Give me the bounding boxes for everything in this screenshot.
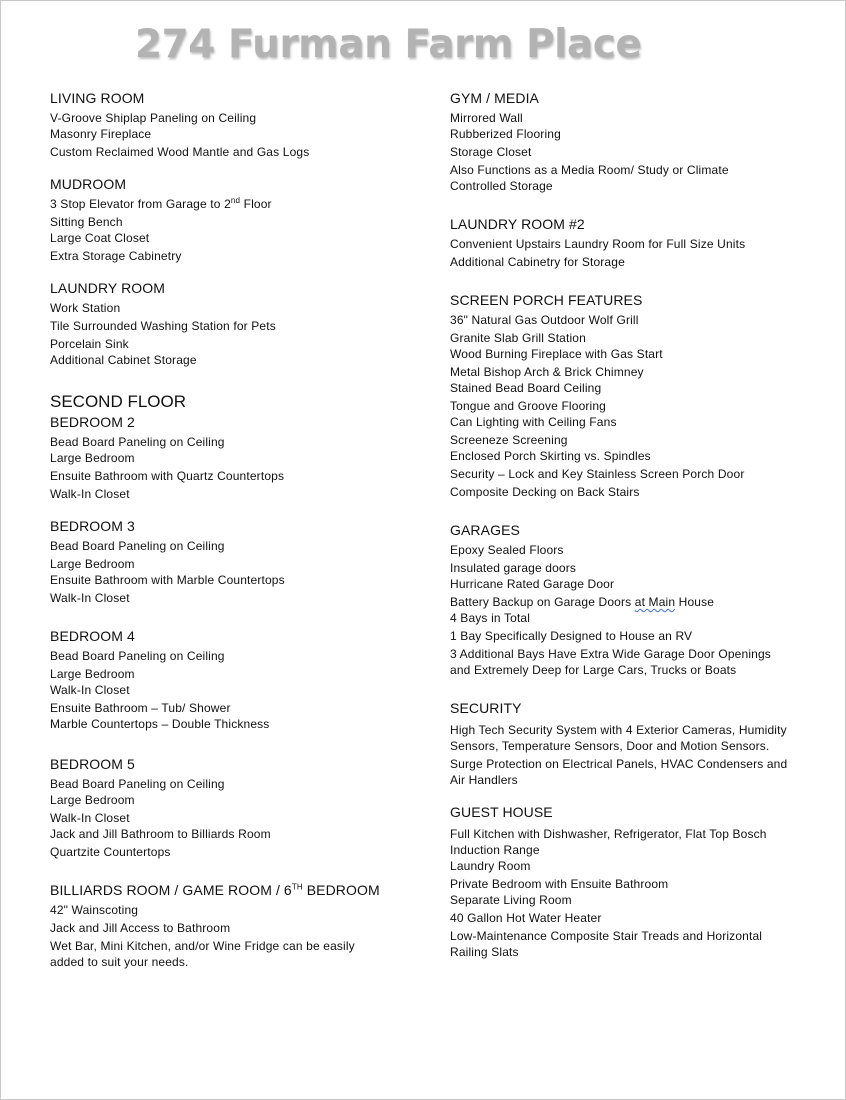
list-item: Large Bedroom — [50, 451, 135, 465]
list-item: Laundry Room — [450, 859, 531, 873]
list-item: Wet Bar, Mini Kitchen, and/or Wine Fridge can be easily — [50, 939, 355, 953]
list-item: Stained Bead Board Ceiling — [450, 381, 602, 395]
list-item: Private Bedroom with Ensuite Bathroom — [450, 877, 669, 891]
list-item: Masonry Fireplace — [50, 127, 152, 141]
list-item: 1 Bay Specifically Designed to House an RV — [450, 629, 693, 643]
list-item: 3 Additional Bays Have Extra Wide Garage Door Openings — [450, 647, 771, 661]
list-item: Jack and Jill Access to Bathroom — [50, 921, 231, 935]
section-heading-billiards-room: BILLIARDS ROOM / GAME ROOM / 6TH BEDROOM — [50, 882, 380, 898]
list-item: Ensuite Bathroom with Quartz Countertops — [50, 469, 285, 483]
list-item: Surge Protection on Electrical Panels, HVAC Condensers and — [450, 757, 788, 771]
list-item: Walk-In Closet — [50, 487, 130, 501]
section-heading-bedroom-2: BEDROOM 2 — [50, 414, 135, 430]
list-item: 40 Gallon Hot Water Heater — [450, 911, 602, 925]
list-item: Separate Living Room — [450, 893, 572, 907]
section-heading-bedroom-3: BEDROOM 3 — [50, 518, 135, 534]
list-item: Screeneze Screening — [450, 433, 568, 447]
list-item: Tongue and Groove Flooring — [450, 399, 606, 413]
list-item: Low-Maintenance Composite Stair Treads and Horizontal — [450, 929, 763, 943]
list-item: Bead Board Paneling on Ceiling — [50, 435, 225, 449]
floor-heading-second-floor: SECOND FLOOR — [50, 392, 187, 411]
list-item: Quartzite Countertops — [50, 845, 171, 859]
section-heading-security: SECURITY — [450, 700, 522, 716]
list-item: Extra Storage Cabinetry — [50, 249, 182, 263]
list-item: V-Groove Shiplap Paneling on Ceiling — [50, 111, 257, 125]
list-item: and Extremely Deep for Large Cars, Trucks or Boats — [450, 663, 737, 677]
list-item: Bead Board Paneling on Ceiling — [50, 539, 225, 553]
list-item: Can Lighting with Ceiling Fans — [450, 415, 617, 429]
section-heading-living-room: LIVING ROOM — [50, 90, 145, 106]
list-item: High Tech Security System with 4 Exterior Cameras, Humidity — [450, 723, 787, 737]
list-item: Large Coat Closet — [50, 231, 150, 245]
list-item: added to suit your needs. — [50, 955, 189, 969]
list-item: Bead Board Paneling on Ceiling — [50, 777, 225, 791]
list-item: Tile Surrounded Washing Station for Pets — [50, 319, 276, 333]
section-heading-bedroom-5: BEDROOM 5 — [50, 756, 135, 772]
list-item: Controlled Storage — [450, 179, 553, 193]
list-item: Induction Range — [450, 843, 540, 857]
list-item: Walk-In Closet — [50, 811, 130, 825]
list-item: Porcelain Sink — [50, 337, 129, 351]
list-item: Battery Backup on Garage Doors at Main House — [450, 595, 715, 609]
list-item: Walk-In Closet — [50, 591, 130, 605]
list-item: Air Handlers — [450, 773, 518, 787]
list-item: 4 Bays in Total — [450, 611, 531, 625]
section-heading-laundry-room: LAUNDRY ROOM — [50, 280, 166, 296]
list-item: Security – Lock and Key Stainless Screen Porch Door — [450, 467, 745, 481]
list-item: Also Functions as a Media Room/ Study or Climate — [450, 163, 729, 177]
list-item: 42" Wainscoting — [50, 903, 139, 917]
list-item: Bead Board Paneling on Ceiling — [50, 649, 225, 663]
list-item: Enclosed Porch Skirting vs. Spindles — [450, 449, 651, 463]
document-title: 274 Furman Farm Place — [135, 22, 642, 67]
list-item: Metal Bishop Arch & Brick Chimney — [450, 365, 644, 379]
list-item: Epoxy Sealed Floors — [450, 543, 564, 557]
spellcheck-underline: at Main — [634, 595, 676, 609]
list-item: Ensuite Bathroom – Tub/ Shower — [50, 701, 231, 715]
list-item: Insulated garage doors — [450, 561, 577, 575]
list-item: Custom Reclaimed Wood Mantle and Gas Logs — [50, 145, 310, 159]
list-item: Mirrored Wall — [450, 111, 523, 125]
list-item: Work Station — [50, 301, 121, 315]
list-item: Ensuite Bathroom with Marble Countertops — [50, 573, 285, 587]
section-heading-mudroom: MUDROOM — [50, 176, 127, 192]
list-item: Marble Countertops – Double Thickness — [50, 717, 270, 731]
list-item: Additional Cabinetry for Storage — [450, 255, 625, 269]
section-heading-bedroom-4: BEDROOM 4 — [50, 628, 135, 644]
list-item: Full Kitchen with Dishwasher, Refrigerator, Flat Top Bosch — [450, 827, 767, 841]
list-item: Rubberized Flooring — [450, 127, 561, 141]
list-item: Convenient Upstairs Laundry Room for Full Size Units — [450, 237, 746, 251]
section-heading-garages: GARAGES — [450, 522, 520, 538]
list-item: Large Bedroom — [50, 793, 135, 807]
list-item: Sitting Bench — [50, 215, 123, 229]
section-heading-screen-porch: SCREEN PORCH FEATURES — [450, 292, 643, 308]
list-item: Sensors, Temperature Sensors, Door and Motion Sensors. — [450, 739, 770, 753]
list-item: Large Bedroom — [50, 557, 135, 571]
list-item: Granite Slab Grill Station — [450, 331, 586, 345]
section-heading-laundry-room-2: LAUNDRY ROOM #2 — [450, 216, 585, 232]
list-item: Jack and Jill Bathroom to Billiards Room — [50, 827, 271, 841]
list-item: Hurricane Rated Garage Door — [450, 577, 615, 591]
list-item: Additional Cabinet Storage — [50, 353, 197, 367]
list-item: Large Bedroom — [50, 667, 135, 681]
list-item: 3 Stop Elevator from Garage to 2nd Floor — [50, 196, 272, 211]
list-item: 36" Natural Gas Outdoor Wolf Grill — [450, 313, 639, 327]
section-heading-gym-media: GYM / MEDIA — [450, 90, 539, 106]
list-item: Walk-In Closet — [50, 683, 130, 697]
section-heading-guest-house: GUEST HOUSE — [450, 804, 553, 820]
list-item: Wood Burning Fireplace with Gas Start — [450, 347, 663, 361]
list-item: Railing Slats — [450, 945, 519, 959]
list-item: Composite Decking on Back Stairs — [450, 485, 640, 499]
list-item: Storage Closet — [450, 145, 532, 159]
